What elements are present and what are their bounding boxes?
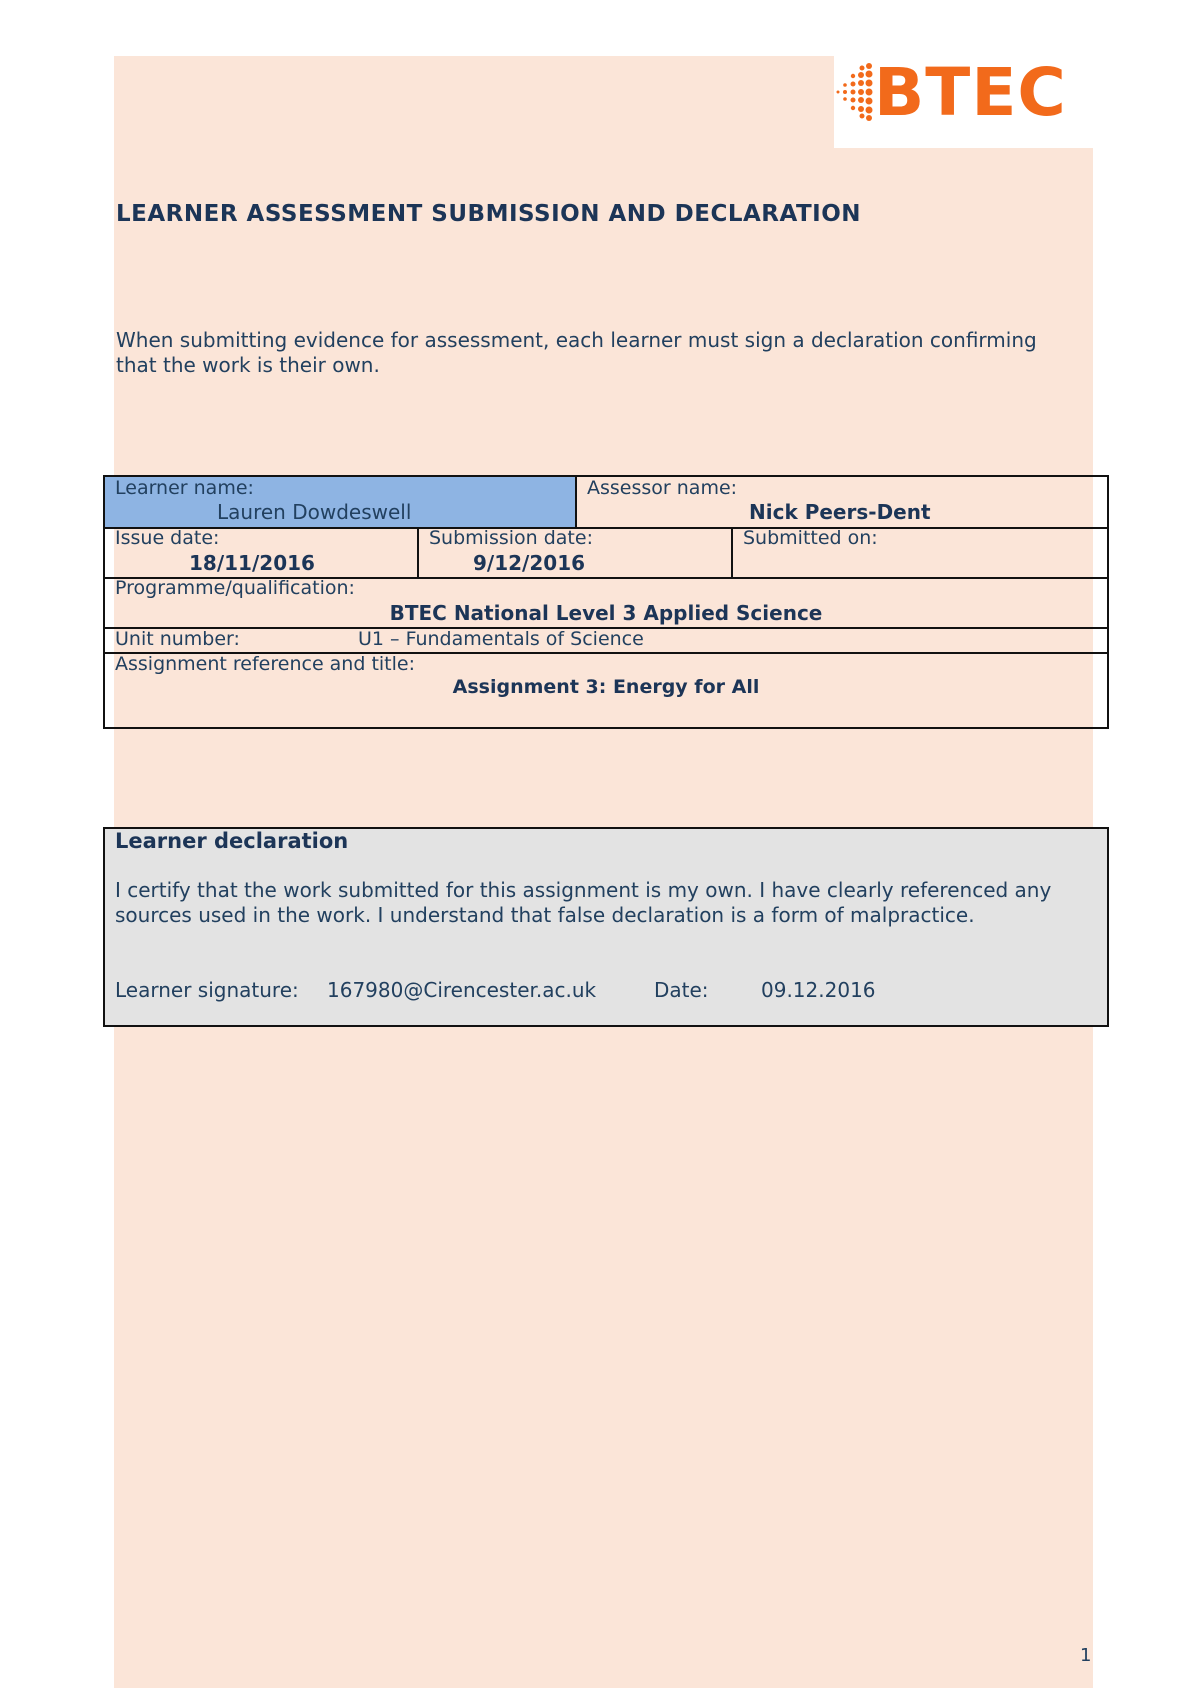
declaration-heading: Learner declaration (115, 829, 349, 853)
submission-date-value: 9/12/2016 (473, 551, 586, 575)
issue-date-value: 18/11/2016 (189, 551, 315, 575)
assessor-name-label: Assessor name: (587, 477, 738, 499)
issue-date-label: Issue date: (115, 527, 220, 549)
unit-cell (105, 629, 1107, 653)
assignment-value: Assignment 3: Energy for All (452, 676, 760, 698)
logo-dots-icon (835, 60, 875, 122)
submission-date-cell (419, 529, 731, 577)
declaration-date-label: Date: (654, 978, 709, 1002)
programme-cell (105, 579, 1107, 627)
signature-label: Learner signature: (115, 978, 299, 1002)
issue-date-cell (105, 529, 417, 577)
learner-name-cell (105, 477, 575, 527)
learner-declaration-box (103, 827, 1109, 1027)
page-title: LEARNER ASSESSMENT SUBMISSION AND DECLARATION (116, 201, 862, 227)
declaration-text: I certify that the work submitted for this assignment is my own. I have clearly referenced any sources used in the work. I understand that false declaration is a form of malpractice. (115, 878, 1052, 927)
signature-row (115, 978, 876, 1002)
unit-value: U1 – Fundamentals of Science (358, 628, 644, 650)
learner-name-value: Lauren Dowdeswell (217, 500, 412, 524)
unit-label: Unit number: (115, 628, 240, 650)
programme-value: BTEC National Level 3 Applied Science (389, 601, 823, 625)
assessor-name-cell (577, 477, 1107, 527)
assignment-label: Assignment reference and title: (115, 653, 416, 675)
assessment-info-table (103, 475, 1109, 729)
submission-date-label: Submission date: (429, 527, 593, 549)
assignment-cell (105, 654, 1107, 727)
learner-name-label: Learner name: (115, 477, 254, 499)
declaration-date-value: 09.12.2016 (761, 978, 876, 1002)
assessor-name-value: Nick Peers-Dent (749, 500, 931, 524)
submitted-on-label: Submitted on: (743, 527, 878, 549)
intro-text: When submitting evidence for assessment, each learner must sign a declaration confirming that the work is their own. (116, 328, 1037, 377)
page-number: 1 (1080, 1645, 1092, 1666)
programme-label: Programme/qualification: (115, 577, 355, 599)
signature-value: 167980@Cirencester.ac.uk (327, 978, 597, 1002)
submitted-on-cell (733, 529, 1107, 577)
logo-text: BTEC (874, 54, 1067, 131)
